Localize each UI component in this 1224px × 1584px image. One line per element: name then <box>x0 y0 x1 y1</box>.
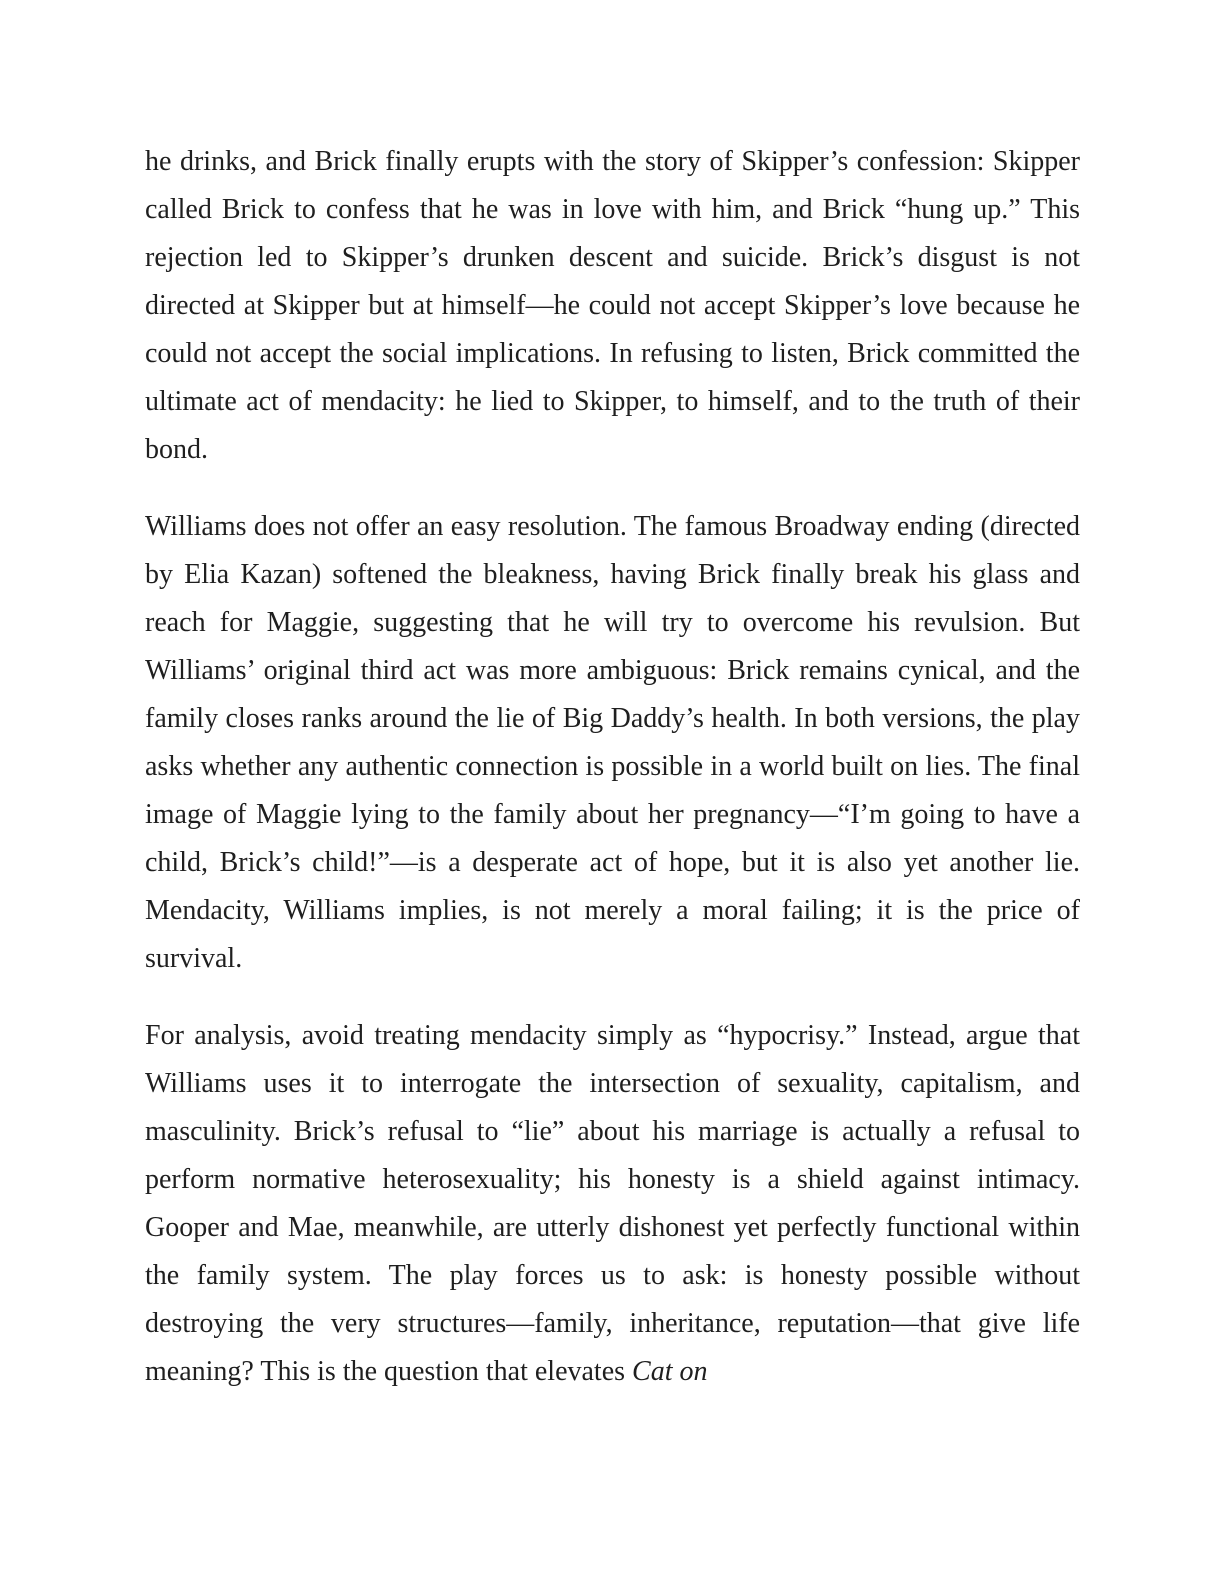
paragraph-3 <box>145 1012 1080 1396</box>
document-text-block <box>145 138 1080 1396</box>
paragraph-2 <box>145 503 1080 983</box>
paragraph-1 <box>145 138 1080 474</box>
paragraph-3-text: For analysis, avoid treating mendacity simply as “hypocrisy.” Instead, argue that Williams uses it to interrogate the intersection of sexuality, capitalism, and masculinity. Brick’s refusal to “lie” about his marriage is actually a refusal to perform normative heterosexuality; his honesty is a shield against intimacy. Gooper and Mae, meanwhile, are utterly dishonest yet perfectly functional within the family system. The play forces us to ask: is honesty possible without destroying the very structures—family, inheritance, reputation—that give life meaning? This is the question that elevates <box>145 1020 1080 1387</box>
paragraph-2-text: Williams does not offer an easy resolution. The famous Broadway ending (directed by Elia Kazan) softened the bleakness, having Brick finally break his glass and reach for Maggie, suggesting that he will try to overcome his revulsion. But Williams’ original third act was more ambiguous: Brick remains cynical, and the family closes ranks around the lie of Big Daddy’s health. In both versions, the play asks whether any authentic connection is possible in a world built on lies. The final image of Maggie lying to the family about her pregnancy—“I’m going to have a child, Brick’s child!”—is a desperate act of hope, but it is also yet another lie. Mendacity, Williams implies, is not merely a moral failing; it is the price of survival. <box>145 511 1080 974</box>
paragraph-3-italic-title-fragment: Cat on <box>632 1356 708 1387</box>
paragraph-1-text: he drinks, and Brick finally erupts with the story of Skipper’s confession: Skipper called Brick to confess that he was in love with him, and Brick “hung up.” This rejection led to Skipper’s drunken descent and suicide. Brick’s disgust is not directed at Skipper but at himself—he could not accept Skipper’s love because he could not accept the social implications. In refusing to listen, Brick committed the ultimate act of mendacity: he lied to Skipper, to himself, and to the truth of their bond. <box>145 146 1080 465</box>
